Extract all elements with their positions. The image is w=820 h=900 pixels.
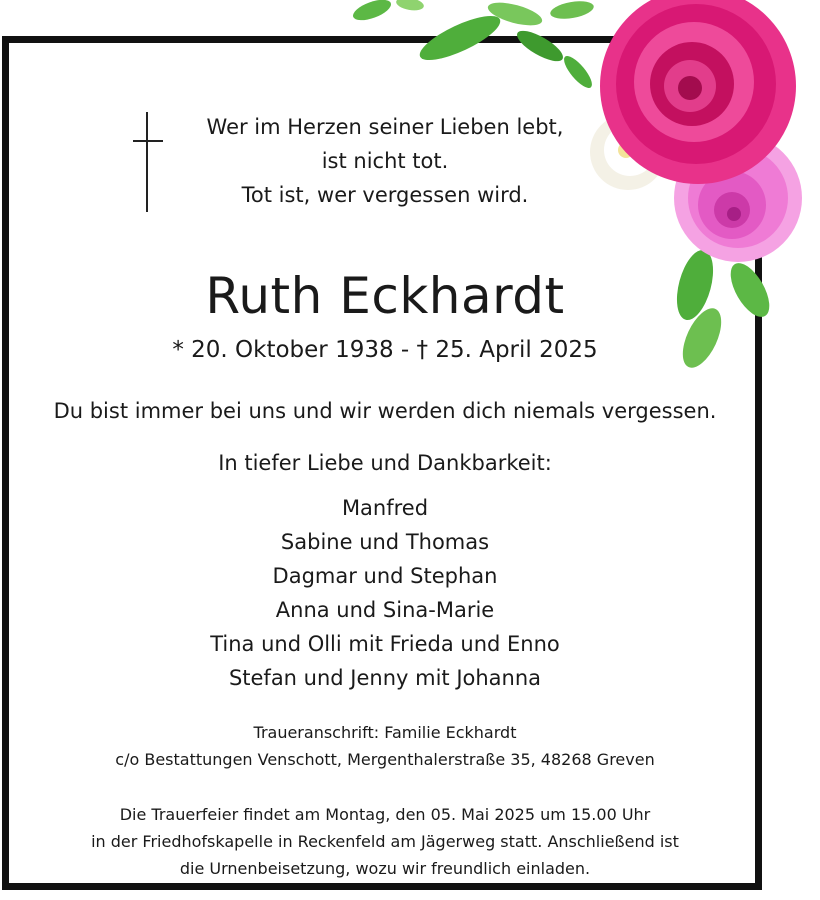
- mourner-2: Sabine und Thomas: [280, 530, 490, 554]
- mourners-intro: In tiefer Liebe und Dankbarkeit:: [218, 451, 552, 475]
- mourner-3: Dagmar und Stephan: [272, 564, 498, 588]
- quote-line-2: ist nicht tot.: [321, 149, 449, 173]
- deceased-name: Ruth Eckhardt: [205, 267, 565, 325]
- address-line-2: c/o Bestattungen Venschott, Mergenthalerstraße 35, 48268 Greven: [115, 750, 655, 769]
- address-line-1: Traueranschrift: Familie Eckhardt: [253, 723, 517, 742]
- mourner-6: Stefan und Jenny mit Johanna: [228, 666, 542, 690]
- ceremony-line-1: Die Trauerfeier findet am Montag, den 05. Mai 2025 um 15.00 Uhr: [119, 805, 651, 824]
- quote-line-1: Wer im Herzen seiner Lieben lebt,: [206, 115, 564, 139]
- quote-line-3: Tot ist, wer vergessen wird.: [241, 183, 529, 207]
- ceremony-line-2: in der Friedhofskapelle in Reckenfeld am Jägerweg statt. Anschließend ist: [91, 832, 679, 851]
- life-dates: * 20. Oktober 1938 - † 25. April 2025: [172, 337, 598, 363]
- mourner-4: Anna und Sina-Marie: [275, 598, 495, 622]
- flower-bouquet-icon: [340, 0, 820, 380]
- mourner-5: Tina und Olli mit Frieda und Enno: [210, 632, 560, 656]
- mourner-1: Manfred: [341, 496, 429, 520]
- farewell-message: Du bist immer bei uns und wir werden dich niemals vergessen.: [53, 399, 717, 423]
- ceremony-line-3: die Urnenbeisetzung, wozu wir freundlich einladen.: [179, 859, 591, 878]
